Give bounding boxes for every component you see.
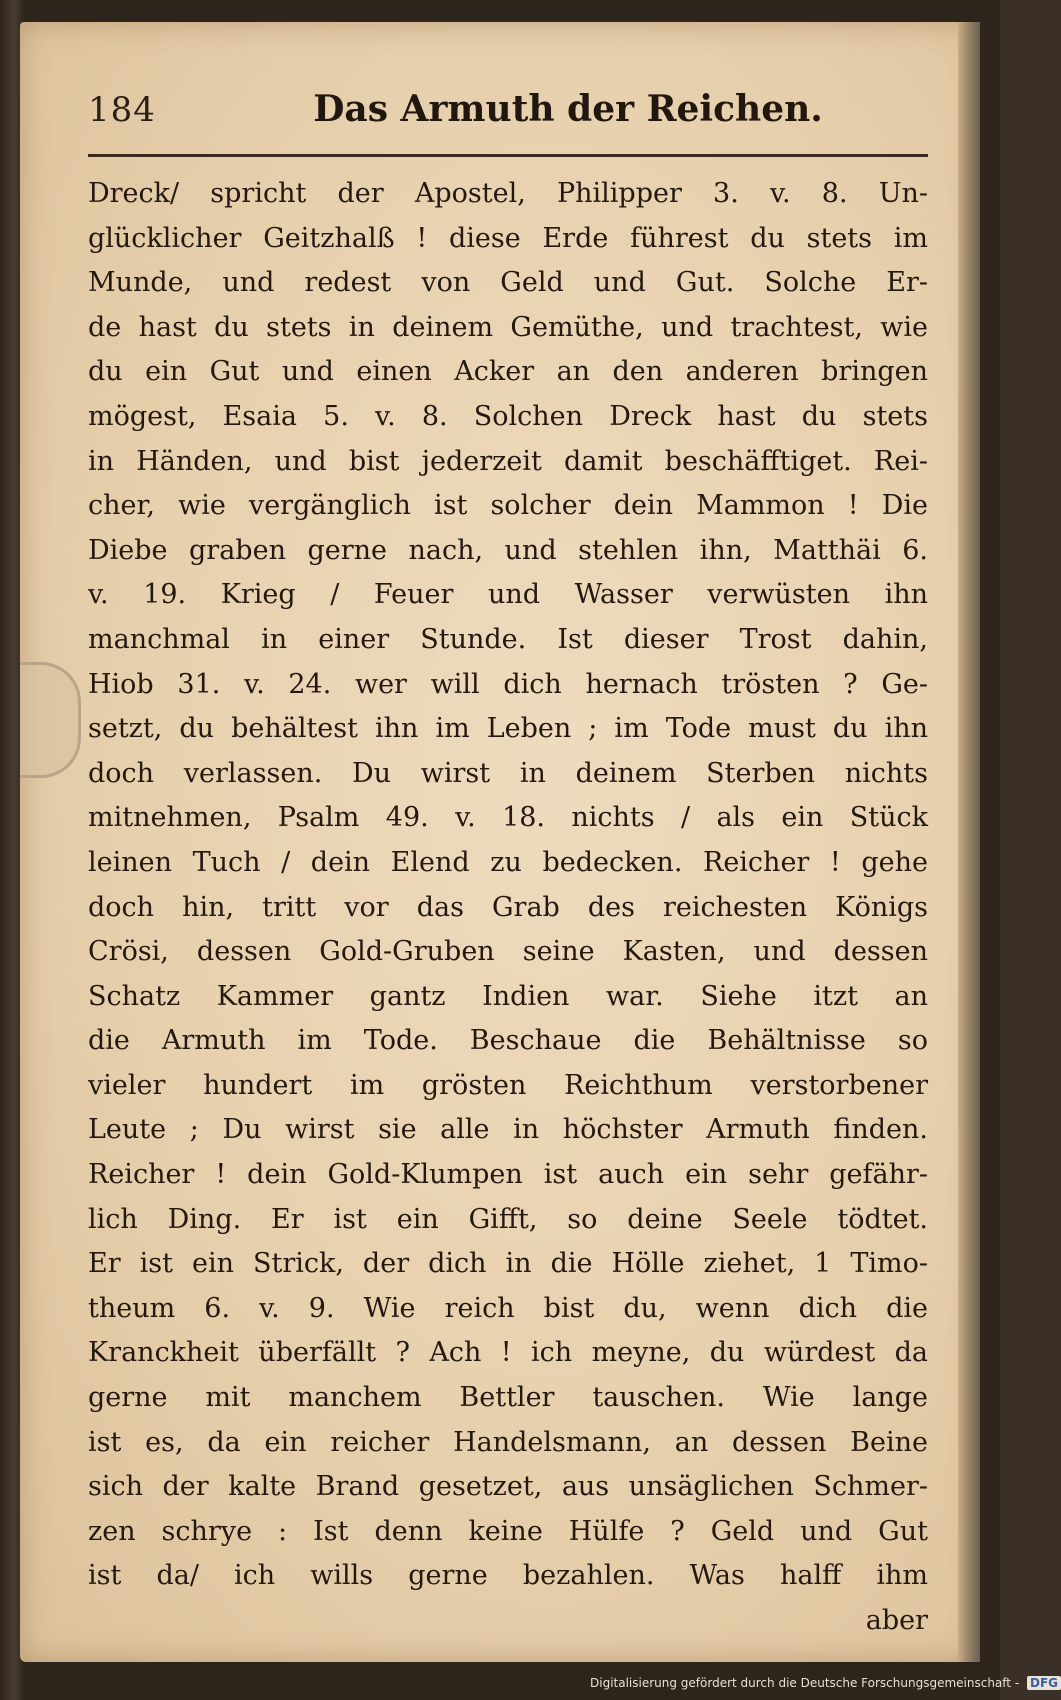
text-line: Crösi, dessen Gold-Gruben seine Kasten, und dessen xyxy=(88,936,928,968)
text-line: Leute ; Du wirst sie alle in höchster Armuth finden. xyxy=(88,1114,928,1146)
text-line: doch verlassen. Du wirst in deinem Sterben nichts xyxy=(88,757,928,789)
credit-text: Digitalisierung gefördert durch die Deutsche Forschungsgemeinschaft - xyxy=(590,1676,1020,1690)
text-line: de hast du stets in deinem Gemüthe, und trachtest, wie xyxy=(88,311,928,343)
text-line: mögest, Esaia 5. v. 8. Solchen Dreck hast du stets xyxy=(88,400,928,432)
text-line: doch hin, tritt vor das Grab des reichesten Königs xyxy=(88,891,928,923)
text-line: Reicher ! dein Gold-Klumpen ist auch ein sehr gefähr- xyxy=(88,1159,928,1191)
text-line: Kranckheit überfällt ? Ach ! ich meyne, du würdest da xyxy=(88,1337,928,1369)
text-line: Hiob 31. v. 24. wer will dich hernach trösten ? Ge- xyxy=(88,668,928,700)
text-line: lich Ding. Er ist ein Gifft, so deine Seele tödtet. xyxy=(88,1203,928,1235)
text-line: Dreck/ spricht der Apostel, Philipper 3. v. 8. Un- xyxy=(88,178,928,209)
text-line: in Händen, und bist jederzeit damit beschäfftiget. Rei- xyxy=(88,445,928,477)
text-line: Er ist ein Strick, der dich in die Hölle ziehet, 1 Timo- xyxy=(88,1248,928,1280)
text-line: setzt, du behältest ihn im Leben ; im Tode must du ihn xyxy=(88,713,928,745)
text-line: glücklicher Geitzhalß ! diese Erde führest du stets im xyxy=(88,222,928,254)
text-line: zen schrye : Ist denn keine Hülfe ? Geld und Gut xyxy=(88,1515,928,1547)
dfg-logo: DFG xyxy=(1027,1676,1061,1690)
page-number: 184 xyxy=(88,90,156,130)
text-line: Munde, und redest von Geld und Gut. Solche Er- xyxy=(88,267,928,299)
text-line: vieler hundert im grösten Reichthum verstorbener xyxy=(88,1069,928,1101)
running-title: Das Armuth der Reichen. xyxy=(313,88,823,130)
text-line: Schatz Kammer gantz Indien war. Siehe itzt an xyxy=(88,980,928,1012)
text-line: leinen Tuch / dein Elend zu bedecken. Reicher ! gehe xyxy=(88,846,928,878)
text-line: ist es, da ein reicher Handelsmann, an dessen Beine xyxy=(88,1426,928,1458)
book-clasp-marking xyxy=(20,662,81,778)
text-line: v. 19. Krieg / Feuer und Wasser verwüsten ihn xyxy=(88,579,928,611)
text-line: theum 6. v. 9. Wie reich bist du, wenn dich die xyxy=(88,1292,928,1324)
text-line: mitnehmen, Psalm 49. v. 18. nichts / als ein Stück xyxy=(88,802,928,834)
body-text xyxy=(88,172,928,1644)
catchword: aber xyxy=(865,1605,928,1636)
digitization-credit xyxy=(590,1676,1061,1690)
page-header xyxy=(88,88,928,148)
text-line: die Armuth im Tode. Beschaue die Behältnisse so xyxy=(88,1025,928,1057)
text-line: cher, wie vergänglich ist solcher dein Mammon ! Die xyxy=(88,490,928,522)
text-line: du ein Gut und einen Acker an den anderen bringen xyxy=(88,356,928,388)
text-line: gerne mit manchem Bettler tauschen. Wie lange xyxy=(88,1382,928,1414)
text-line: manchmal in einer Stunde. Ist dieser Trost dahin, xyxy=(88,623,928,655)
page-edge xyxy=(958,22,980,1662)
header-rule xyxy=(88,154,928,157)
text-line: Diebe graben gerne nach, und stehlen ihn, Matthäi 6. xyxy=(88,534,928,566)
text-line: sich der kalte Brand gesetzet, aus unsäglichen Schmer- xyxy=(88,1471,928,1503)
text-line: ist da/ ich wills gerne bezahlen. Was halff ihm xyxy=(88,1560,928,1592)
